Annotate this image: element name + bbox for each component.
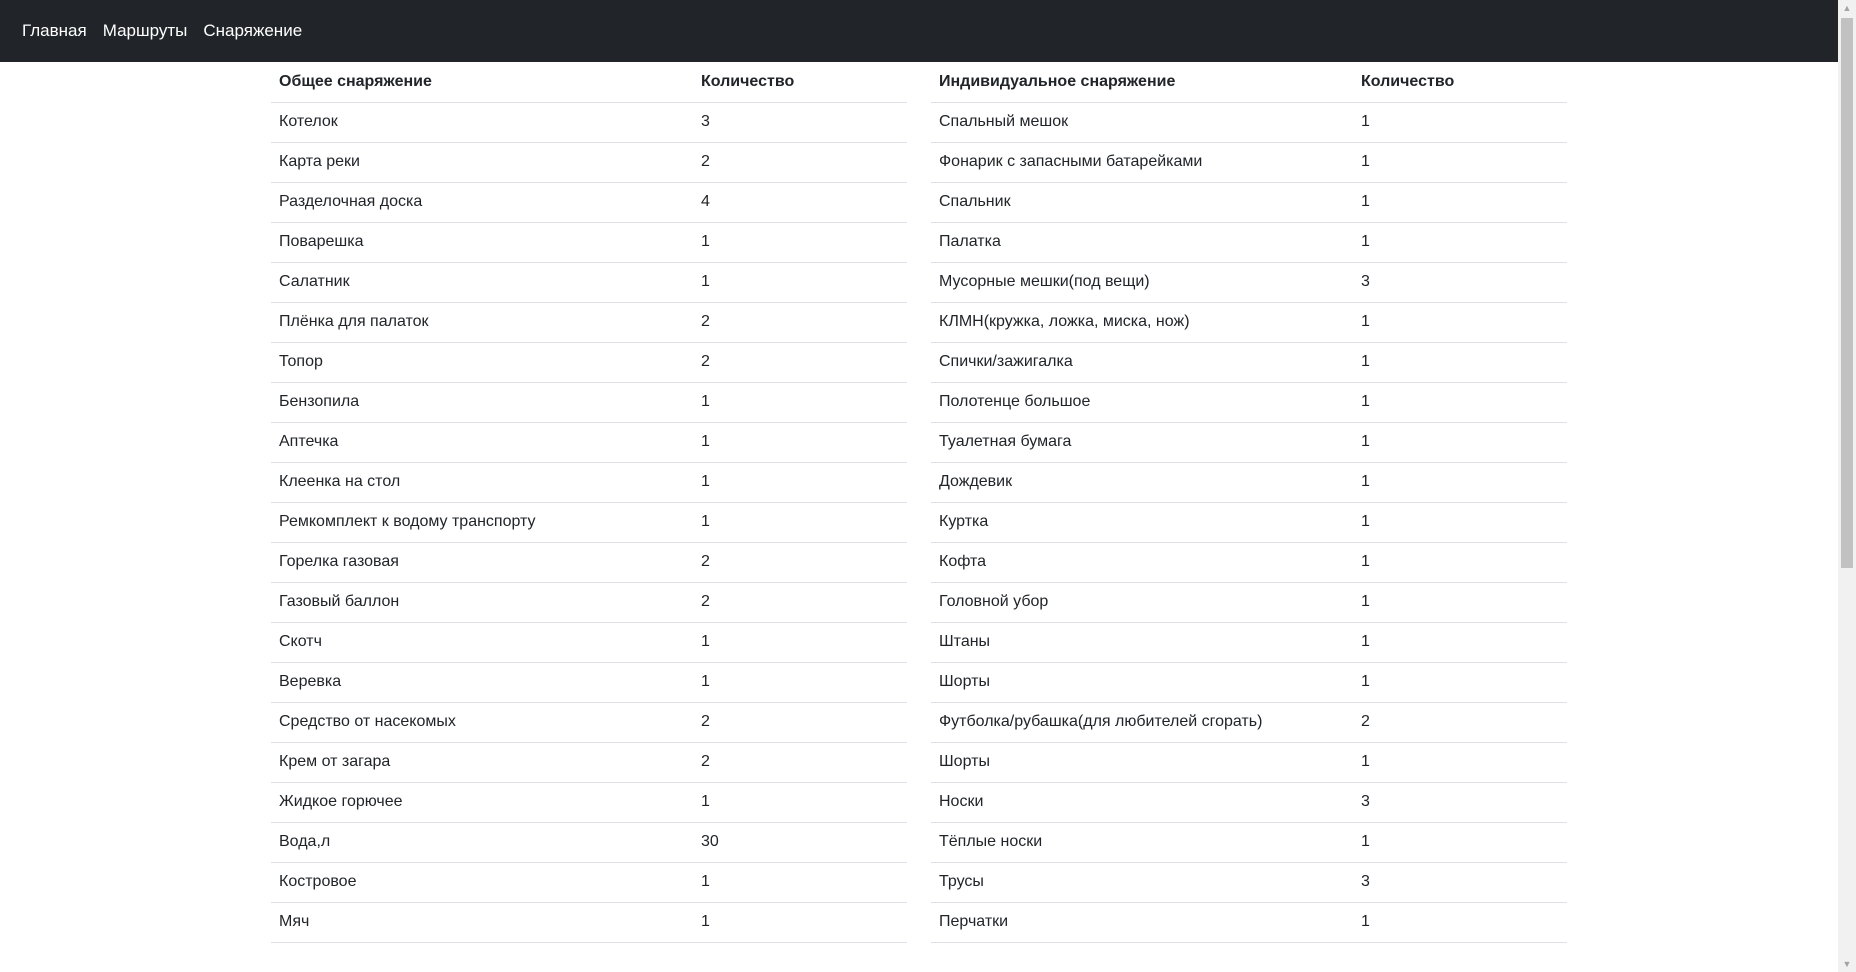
item-quantity-cell: 1: [1353, 622, 1567, 662]
item-quantity-cell: 2: [693, 542, 907, 582]
table-row: [931, 542, 1567, 582]
table-row: [931, 662, 1567, 702]
table-row: [271, 702, 907, 742]
item-name-cell: Котелок: [271, 102, 693, 142]
item-quantity-cell: 1: [1353, 822, 1567, 862]
item-quantity-cell: 2: [693, 342, 907, 382]
item-quantity-cell: 1: [693, 462, 907, 502]
item-name-cell: Мяч: [271, 902, 693, 942]
table-row: [271, 302, 907, 342]
item-name-cell: Костровое: [271, 862, 693, 902]
personal-gear-table: [931, 62, 1567, 943]
scrollbar-thumb[interactable]: [1841, 18, 1853, 568]
table-row: [271, 542, 907, 582]
item-name-cell: Аптечка: [271, 422, 693, 462]
item-name-cell: Куртка: [931, 502, 1353, 542]
item-quantity-cell: 3: [1353, 782, 1567, 822]
item-name-cell: Жидкое горючее: [271, 782, 693, 822]
item-name-cell: Ремкомплект к водому транспорту: [271, 502, 693, 542]
item-name-cell: Разделочная доска: [271, 182, 693, 222]
table-row: [271, 902, 907, 942]
table-row: [931, 742, 1567, 782]
item-quantity-cell: 1: [1353, 902, 1567, 942]
table-row: [271, 142, 907, 182]
table-row: [271, 862, 907, 902]
column-header-quantity: Количество: [693, 62, 907, 102]
item-name-cell: КЛМН(кружка, ложка, миска, нож): [931, 302, 1353, 342]
item-quantity-cell: 2: [693, 302, 907, 342]
item-name-cell: Трусы: [931, 862, 1353, 902]
item-quantity-cell: 1: [1353, 662, 1567, 702]
item-quantity-cell: 4: [693, 182, 907, 222]
item-quantity-cell: 1: [693, 422, 907, 462]
table-row: [271, 382, 907, 422]
item-name-cell: Крем от загара: [271, 742, 693, 782]
table-row: [931, 422, 1567, 462]
item-name-cell: Горелка газовая: [271, 542, 693, 582]
item-quantity-cell: 1: [1353, 182, 1567, 222]
nav-link-routes[interactable]: Маршруты: [102, 21, 188, 40]
table-row: [931, 342, 1567, 382]
item-name-cell: Перчатки: [931, 902, 1353, 942]
item-name-cell: Дождевик: [931, 462, 1353, 502]
item-name-cell: Кофта: [931, 542, 1353, 582]
item-quantity-cell: 1: [1353, 742, 1567, 782]
table-row: [931, 822, 1567, 862]
column-header-quantity: Количество: [1353, 62, 1567, 102]
item-name-cell: Спички/зажигалка: [931, 342, 1353, 382]
table-row: [931, 502, 1567, 542]
table-header-row: [271, 62, 907, 102]
table-row: [271, 182, 907, 222]
item-quantity-cell: 2: [693, 142, 907, 182]
item-name-cell: Поварешка: [271, 222, 693, 262]
item-name-cell: Мусорные мешки(под вещи): [931, 262, 1353, 302]
top-navbar: [0, 0, 1838, 62]
item-quantity-cell: 1: [1353, 102, 1567, 142]
table-row: [931, 262, 1567, 302]
item-name-cell: Туалетная бумага: [931, 422, 1353, 462]
item-name-cell: Фонарик с запасными батарейками: [931, 142, 1353, 182]
item-quantity-cell: 3: [1353, 262, 1567, 302]
table-row: [931, 102, 1567, 142]
table-row: [271, 262, 907, 302]
table-row: [931, 782, 1567, 822]
item-quantity-cell: 2: [693, 742, 907, 782]
item-quantity-cell: 1: [693, 902, 907, 942]
table-row: [271, 222, 907, 262]
item-name-cell: Веревка: [271, 662, 693, 702]
item-name-cell: Бензопила: [271, 382, 693, 422]
table-row: [931, 382, 1567, 422]
item-name-cell: Штаны: [931, 622, 1353, 662]
table-row: [931, 142, 1567, 182]
item-name-cell: Спальный мешок: [931, 102, 1353, 142]
item-quantity-cell: 1: [693, 862, 907, 902]
item-quantity-cell: 1: [693, 782, 907, 822]
item-quantity-cell: 1: [1353, 222, 1567, 262]
item-quantity-cell: 3: [1353, 862, 1567, 902]
scroll-down-icon[interactable]: ▼: [1842, 959, 1852, 969]
item-quantity-cell: 1: [1353, 342, 1567, 382]
item-name-cell: Шорты: [931, 742, 1353, 782]
item-name-cell: Топор: [271, 342, 693, 382]
item-name-cell: Тёплые носки: [931, 822, 1353, 862]
table-row: [271, 422, 907, 462]
item-quantity-cell: 1: [693, 262, 907, 302]
item-quantity-cell: 2: [693, 702, 907, 742]
vertical-scrollbar[interactable]: [1838, 0, 1856, 972]
table-row: [931, 582, 1567, 622]
table-row: [271, 742, 907, 782]
table-row: [271, 462, 907, 502]
table-row: [931, 702, 1567, 742]
item-name-cell: Газовый баллон: [271, 582, 693, 622]
nav-link-home[interactable]: Главная: [22, 21, 87, 40]
item-quantity-cell: 2: [1353, 702, 1567, 742]
table-row: [931, 222, 1567, 262]
table-row: [271, 342, 907, 382]
item-name-cell: Шорты: [931, 662, 1353, 702]
item-quantity-cell: 1: [1353, 382, 1567, 422]
item-quantity-cell: 1: [1353, 582, 1567, 622]
item-quantity-cell: 1: [693, 222, 907, 262]
item-name-cell: Карта реки: [271, 142, 693, 182]
table-row: [931, 182, 1567, 222]
table-row: [931, 902, 1567, 942]
item-quantity-cell: 1: [1353, 502, 1567, 542]
item-quantity-cell: 1: [693, 382, 907, 422]
item-name-cell: Головной убор: [931, 582, 1353, 622]
item-quantity-cell: 3: [693, 102, 907, 142]
item-name-cell: Клеенка на стол: [271, 462, 693, 502]
table-row: [931, 862, 1567, 902]
column-header-item: Общее снаряжение: [271, 62, 693, 102]
item-name-cell: Полотенце большое: [931, 382, 1353, 422]
item-quantity-cell: 1: [1353, 462, 1567, 502]
item-name-cell: Футболка/рубашка(для любителей сгорать): [931, 702, 1353, 742]
table-row: [271, 782, 907, 822]
item-quantity-cell: 1: [693, 502, 907, 542]
column-header-item: Индивидуальное снаряжение: [931, 62, 1353, 102]
item-quantity-cell: 30: [693, 822, 907, 862]
item-quantity-cell: 1: [1353, 302, 1567, 342]
common-gear-table: [271, 62, 907, 943]
item-name-cell: Спальник: [931, 182, 1353, 222]
scroll-up-icon[interactable]: ▲: [1842, 3, 1852, 13]
table-row: [931, 302, 1567, 342]
item-name-cell: Вода,л: [271, 822, 693, 862]
item-quantity-cell: 1: [1353, 542, 1567, 582]
table-row: [271, 502, 907, 542]
item-name-cell: Средство от насекомых: [271, 702, 693, 742]
item-quantity-cell: 2: [693, 582, 907, 622]
table-row: [931, 622, 1567, 662]
item-name-cell: Плёнка для палаток: [271, 302, 693, 342]
table-row: [271, 102, 907, 142]
table-header-row: [931, 62, 1567, 102]
table-row: [271, 822, 907, 862]
item-name-cell: Салатник: [271, 262, 693, 302]
item-name-cell: Скотч: [271, 622, 693, 662]
table-row: [271, 622, 907, 662]
item-quantity-cell: 1: [693, 622, 907, 662]
table-row: [271, 662, 907, 702]
table-row: [271, 582, 907, 622]
table-row: [931, 462, 1567, 502]
item-name-cell: Носки: [931, 782, 1353, 822]
item-quantity-cell: 1: [1353, 142, 1567, 182]
nav-link-gear[interactable]: Снаряжение: [203, 21, 303, 40]
item-name-cell: Палатка: [931, 222, 1353, 262]
item-quantity-cell: 1: [1353, 422, 1567, 462]
item-quantity-cell: 1: [693, 662, 907, 702]
